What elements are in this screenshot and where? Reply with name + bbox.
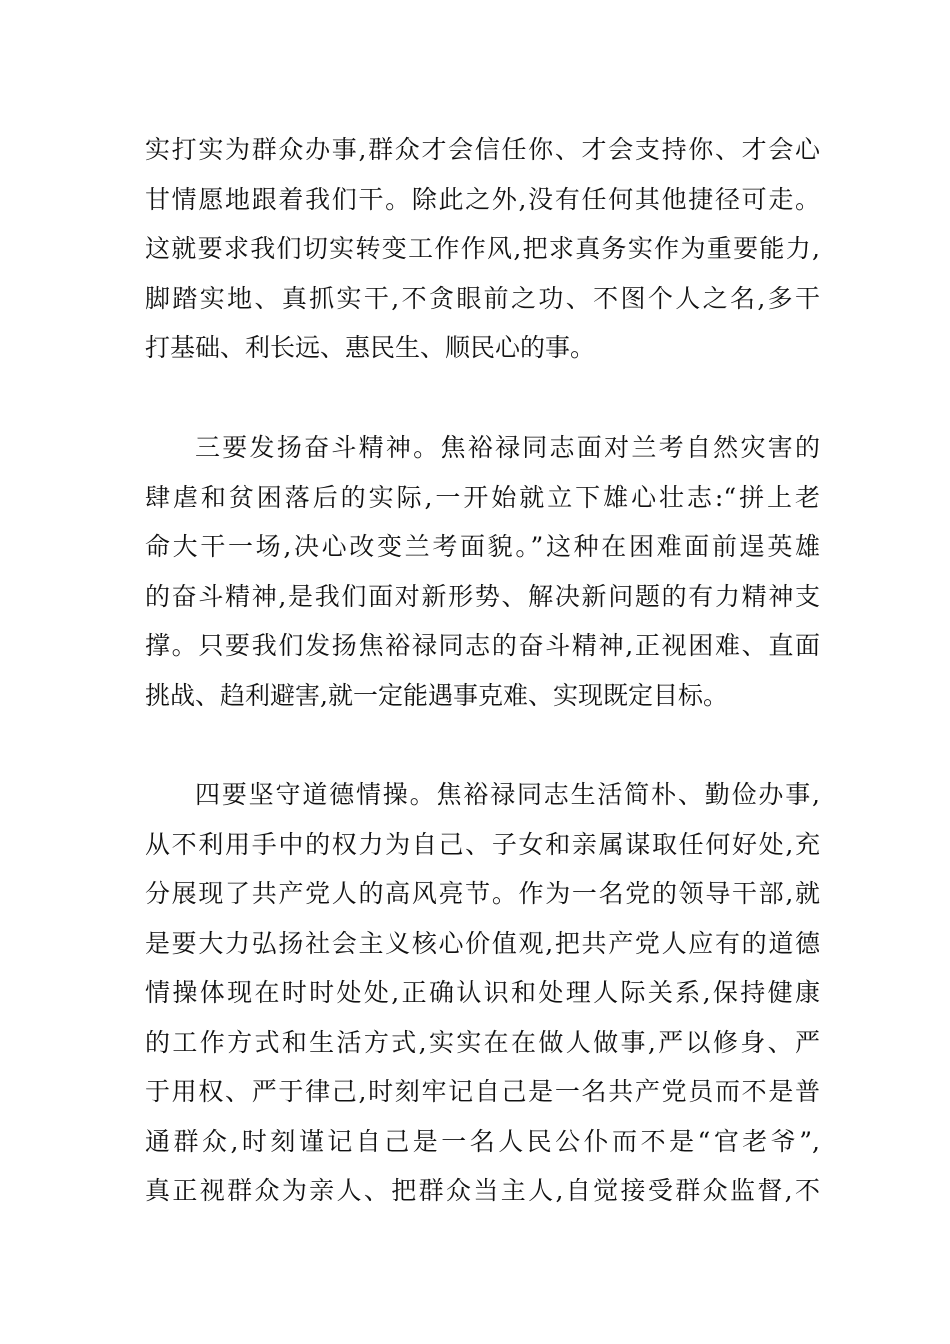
text-line: 三要发扬奋斗精神。焦裕禄同志面对兰考自然灾害的 <box>195 433 820 462</box>
text-line: 甘情愿地跟着我们干。除此之外,没有任何其他捷径可走。 <box>145 184 820 214</box>
text-line: 的工作方式和生活方式,实实在在做人做事,严以修身、严 <box>145 1027 820 1057</box>
paragraph-struggle-spirit <box>145 423 820 720</box>
text-line: 分展现了共产党人的高风亮节。作为一名党的领导干部,就 <box>145 879 820 908</box>
paragraph-moral-integrity <box>145 770 820 1216</box>
text-line: 四要坚守道德情操。焦裕禄同志生活简朴、勤俭办事, <box>195 780 820 809</box>
text-line: 通群众,时刻谨记自己是一名人民公仆而不是“官老爷”, <box>145 1126 820 1156</box>
text-line: 的奋斗精神,是我们面对新形势、解决新问题的有力精神支 <box>145 581 820 611</box>
text-line: 于用权、严于律己,时刻牢记自己是一名共产党员而不是普 <box>145 1077 820 1106</box>
text-line: 打基础、利长远、惠民生、顺民心的事。 <box>145 333 596 362</box>
text-line: 从不利用手中的权力为自己、子女和亲属谋取任何好处,充 <box>145 829 820 859</box>
text-line: 真正视群众为亲人、把群众当主人,自觉接受群众监督,不 <box>145 1176 820 1205</box>
text-line: 实打实为群众办事,群众才会信任你、才会支持你、才会心 <box>145 135 820 164</box>
text-line: 命大干一场,决心改变兰考面貌。”这种在困难面前逞英雄 <box>145 532 820 561</box>
text-line: 是要大力弘扬社会主义核心价值观,把共产党人应有的道德 <box>145 928 820 958</box>
text-line: 挑战、趋利避害,就一定能遇事克难、实现既定目标。 <box>145 680 728 710</box>
text-line: 情操体现在时时处处,正确认识和处理人际关系,保持健康 <box>145 978 820 1007</box>
text-line: 撑。只要我们发扬焦裕禄同志的奋斗精神,正视困难、直面 <box>145 631 820 660</box>
paragraph-continuation <box>145 125 820 373</box>
text-line: 这就要求我们切实转变工作作风,把求真务实作为重要能力, <box>145 234 820 263</box>
text-line: 脚踏实地、真抓实干,不贪眼前之功、不图个人之名,多干 <box>145 283 820 313</box>
text-line: 肆虐和贫困落后的实际,一开始就立下雄心壮志:“拼上老 <box>145 482 820 512</box>
